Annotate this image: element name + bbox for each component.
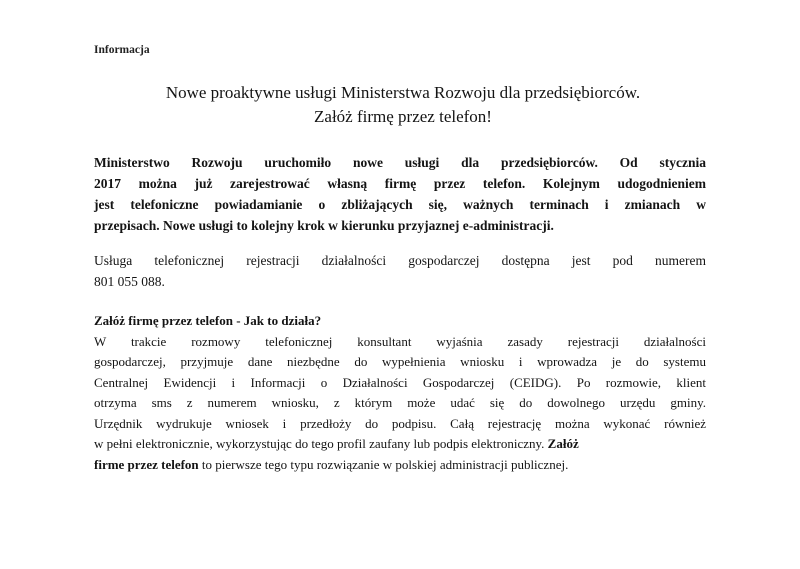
lead-line: 2017 można już zarejestrować własną firmę przez telefon. Kolejnym udogodnieniem — [94, 176, 706, 191]
title-line-1: Nowe proaktywne usługi Ministerstwa Rozwoju dla przedsiębiorców. — [165, 83, 641, 102]
howto-line: W trakcie rozmowy telefonicznej konsultant wyjaśnia zasady rejestracji działalności — [94, 333, 706, 349]
lead-line: Ministerstwo Rozwoju uruchomiło nowe usługi dla przedsiębiorców. Od stycznia — [94, 155, 706, 170]
howto-line: Urzędnik wydrukuje wniosek i przedłoży do podpisu. Całą rejestrację można wykonać również — [94, 415, 706, 431]
howto-line-7-bold: firme przez telefon — [94, 456, 199, 472]
howto-line-6-plain: w pełni elektronicznie, wykorzystując do tego profil zaufany lub podpis elektroniczny. — [94, 436, 545, 451]
lead-line: jest telefoniczne powiadamianie o zbliżających się, ważnych terminach i zmianach w — [94, 197, 706, 212]
howto-line — [94, 434, 706, 455]
howto-section — [94, 311, 706, 475]
lead-line: przepisach. Nowe usługi to kolejny krok w kierunku przyjaznej e-administracji. — [94, 218, 554, 233]
howto-line-6-bold: Załóż — [547, 436, 579, 451]
howto-line: Centralnej Ewidencji i Informacji o Działalności Gospodarczej (CEIDG). Po rozmowie, klient — [94, 374, 706, 390]
lead-paragraph — [94, 152, 706, 236]
phone-number: 801 055 088. — [94, 274, 165, 289]
howto-line: otrzyma sms z numerem wniosku, z którym może udać się do dowolnego urzędu gminy. — [94, 395, 706, 410]
howto-line: gospodarczej, przyjmuje dane niezbędne do wypełnienia wniosku i wprowadza je do systemu — [94, 354, 706, 369]
document-label: Informacja — [94, 44, 150, 56]
title-line-2: Załóż firmę przez telefon! — [314, 107, 492, 126]
phone-paragraph — [94, 250, 706, 292]
howto-line-7-plain: to pierwsze tego typu rozwiązanie w polskiej administracji publicznej. — [201, 456, 569, 472]
howto-line — [94, 455, 706, 476]
howto-heading: Załóż firmę przez telefon - Jak to działa? — [94, 313, 322, 328]
phone-line: Usługa telefonicznej rejestracji działalności gospodarczej dostępna jest pod numerem — [94, 253, 706, 268]
